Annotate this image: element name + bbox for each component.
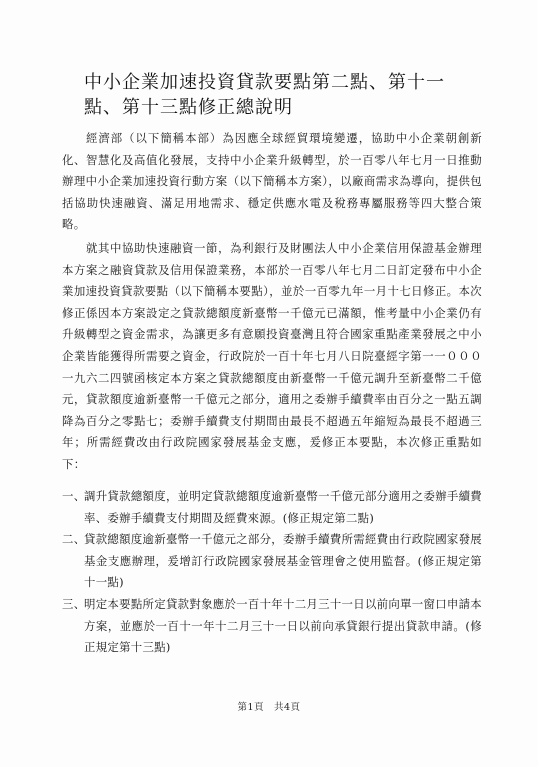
list-item-text: 明定本要點所定貸款對象應於一百十年十二月三十一日以前向單一窗口申請本方案，並應於一百十一年十二月三十一日以前向承貸銀行提出貸款申請。(修正規定第十三點) [84,596,482,655]
document-title: 中小企業加速投資貸款要點第二點、第十一點、第十三點修正總說明 [84,72,445,118]
page-number-footer: 第1頁 共4頁 [237,702,301,713]
list-item-text: 貸款總額度逾新臺幣一千億元之部分，委辦手續費所需經費由行政院國家發展基金支應辦理，爰增訂行政院國家發展基金管理會之使用監督。(修正規定第十一點) [84,532,482,590]
list-item-number: 一、 [62,489,86,503]
list-item-number: 二、 [62,532,86,547]
financing-paragraph [62,238,482,476]
paragraph-text: 就其中協助快速融資一節，為利銀行及財團法人中小企業信用保證基金辦理本方案之融資貸款及信用保證業務，本部於一百零八年七月二日訂定發布中小企業加速投資貸款要點（以下簡稱本要點），並於一百零九年一月十七日修正。本次修正係因本方案設定之貸款總額度新臺幣一千億元已滿額，惟考量中小企業仍有升級轉型之資金需求，為讓更多有意願投資臺灣且符合國家重點產業發展之中小企業皆能獲得所需要之資金，行政院於一百十年七月八日院臺經字第一一０００一九六二四號函核定本方案之貸款總額度由新臺幣一千億元調升至新臺幣二千億元，貸款額度逾新臺幣一千億元之部分，適用之委辦手續費率由百分之一點五調降為百分之零點七；委辦手續費支付期間由最長不超過五年縮短為最長不超過三年；所需經費改由行政院國家發展基金支應，爰修正本要點，本次修正重點如下： [62,241,482,471]
list-item-number: 三、 [62,596,86,611]
intro-paragraph [62,128,482,236]
list-item-text: 調升貸款總額度，並明定貸款總額度逾新臺幣一千億元部分適用之委辦手續費率、委辦手續費支付期間及經費來源。(修正規定第二點) [84,489,482,525]
list-item [62,529,482,594]
paragraph-text: 經濟部（以下簡稱本部）為因應全球經貿環境變遷，協助中小企業朝創新化、智慧化及高值化發展，支持中小企業升級轉型，於一百零八年七月一日推動辦理中小企業加速投資行動方案（以下簡稱本方案），以廠商需求為導向，提供包括協助快速融資、滿足用地需求、穩定供應水電及稅務專屬服務等四大整合策略。 [62,131,482,232]
amendment-points-list [62,486,482,659]
list-item [62,594,482,659]
list-item [62,486,482,529]
